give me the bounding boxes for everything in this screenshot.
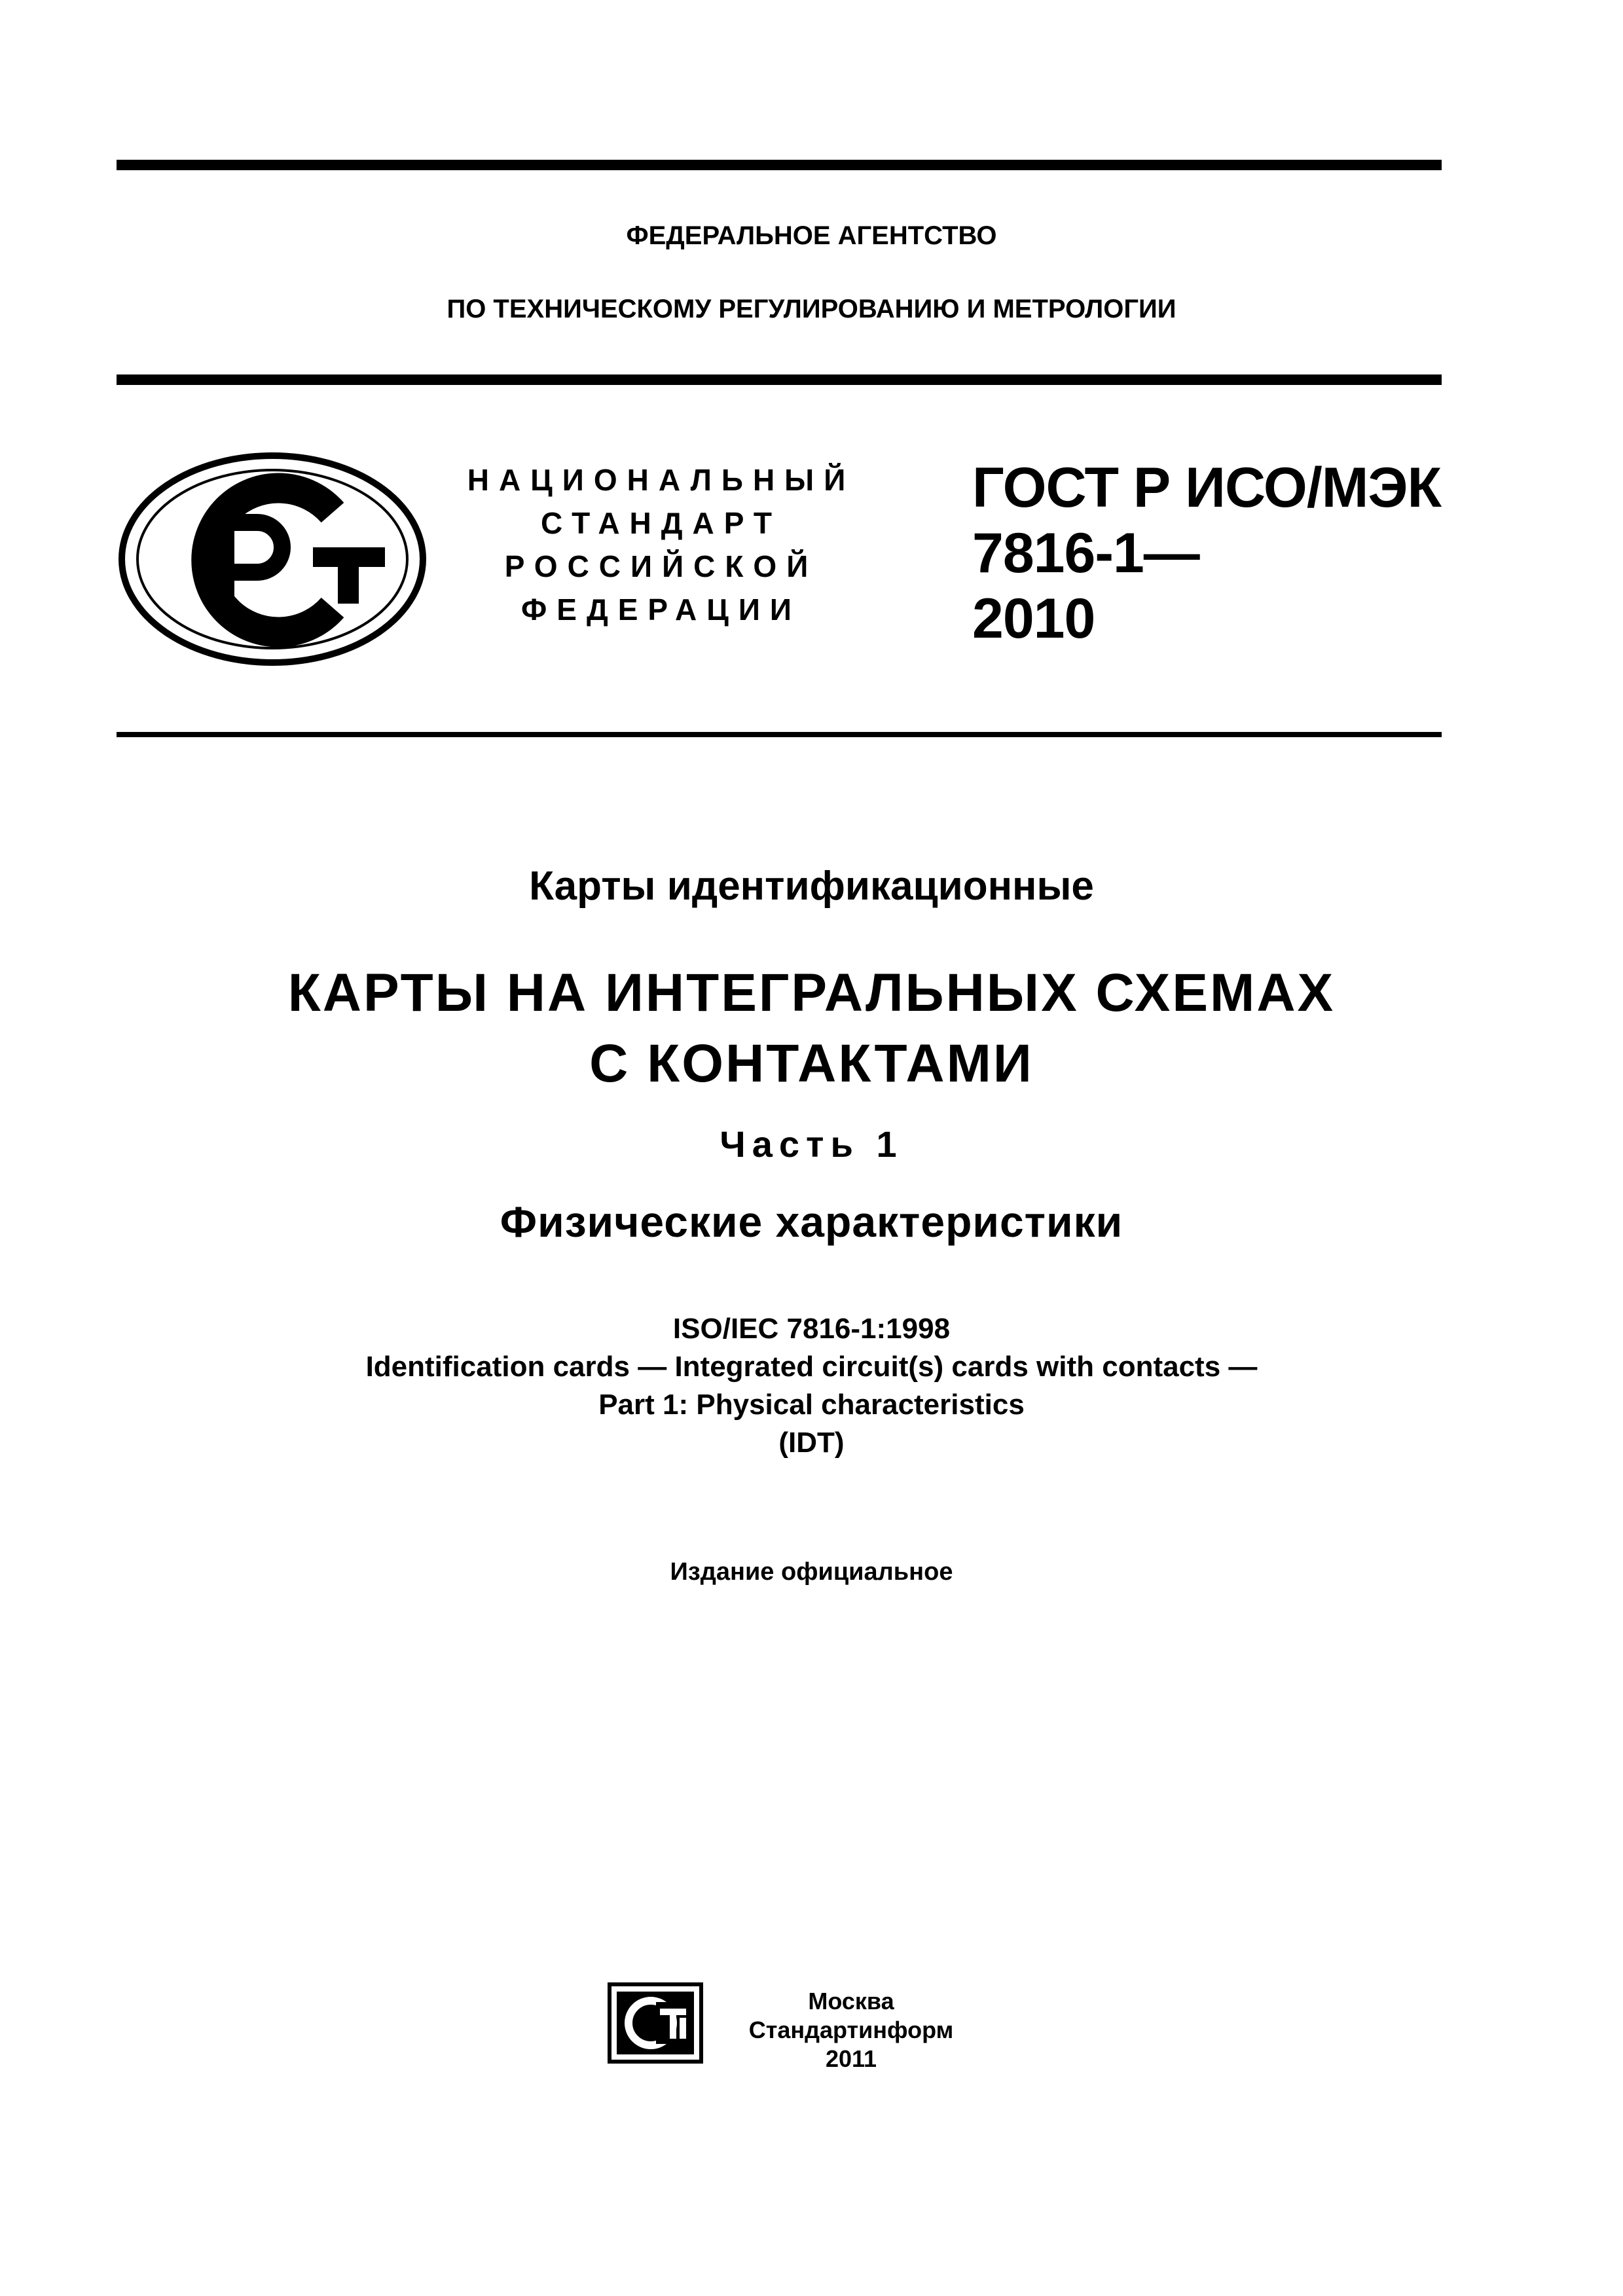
- iso-equivalence: (IDT): [778, 1427, 845, 1459]
- agency-bottom-rule: [117, 374, 1442, 385]
- edition-label: Издание официальное: [670, 1558, 953, 1586]
- iso-number: ISO/IEC 7816-1:1998: [672, 1313, 951, 1345]
- part-title: Физические характеристики: [500, 1197, 1123, 1246]
- top-rule: [117, 160, 1442, 170]
- standard-designation-line2: 7816-1—: [972, 522, 1199, 585]
- iso-title-line2: Part 1: Physical characteristics: [598, 1389, 1025, 1421]
- publisher-city: Москва: [808, 1988, 894, 2014]
- document-title-line2: С КОНТАКТАМИ: [589, 1034, 1034, 1093]
- standard-designation-line3: 2010: [972, 587, 1095, 650]
- standartinform-logo: [608, 1982, 703, 2064]
- header-bottom-rule: [117, 732, 1442, 737]
- document-title-line1: КАРТЫ НА ИНТЕГРАЛЬНЫХ СХЕМАХ: [287, 963, 1336, 1023]
- iso-title-line1: Identification cards — Integrated circuit(s) cards with contacts —: [365, 1351, 1258, 1383]
- part-label: Часть 1: [720, 1123, 903, 1165]
- publication-year: 2011: [825, 2045, 877, 2072]
- publisher-name: Стандартинформ: [748, 2016, 954, 2043]
- rst-logo-icon: [117, 450, 428, 668]
- standard-type-line1: НАЦИОНАЛЬНЫЙ: [467, 463, 856, 497]
- standard-type-line2: СТАНДАРТ: [541, 506, 782, 540]
- standard-type-line4: ФЕДЕРАЦИИ: [521, 592, 801, 627]
- agency-name-line1: ФЕДЕРАЛЬНОЕ АГЕНТСТВО: [626, 221, 997, 250]
- rst-certification-logo: [117, 450, 428, 668]
- document-subject: Карты идентификационные: [529, 864, 1094, 909]
- agency-name-line2: ПО ТЕХНИЧЕСКОМУ РЕГУЛИРОВАНИЮ И МЕТРОЛОГИИ: [447, 295, 1176, 323]
- standard-type-line3: РОССИЙСКОЙ: [504, 549, 818, 583]
- standartinform-logo-icon: [608, 1982, 703, 2064]
- standard-designation-line1: ГОСТ Р ИСО/МЭК: [972, 456, 1442, 519]
